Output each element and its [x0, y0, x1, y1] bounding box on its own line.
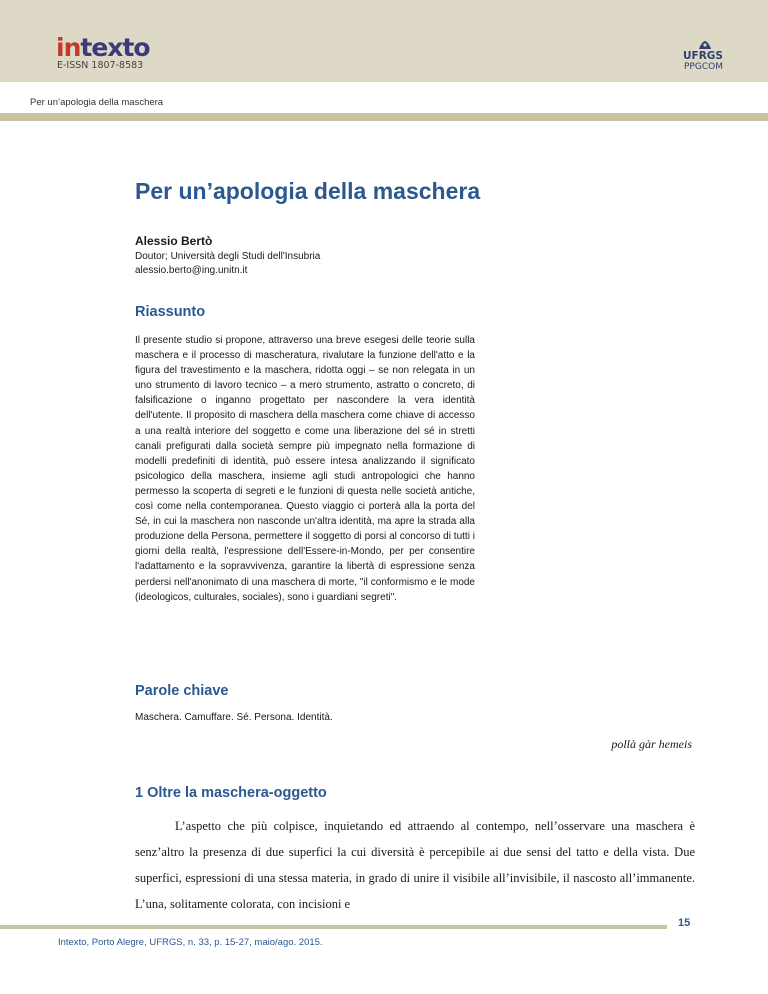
epigraph: pollà gàr hemeis: [611, 737, 692, 751]
author-affiliation: Doutor; Università degli Studi dell'Insubria: [135, 251, 321, 262]
keywords-text: Maschera. Camuffare. Sé. Persona. Identità.: [135, 712, 333, 723]
footer-divider: [0, 925, 667, 929]
author-email: alessio.berto@ing.unitn.it: [135, 265, 248, 276]
article-title: Per un’apologia della maschera: [135, 178, 481, 204]
intexto-logo: intexto: [56, 33, 150, 62]
running-head: Per un’apologia della maschera: [30, 97, 164, 108]
author-name: Alessio Bertò: [135, 234, 213, 248]
issn-label: E-ISSN 1807-8583: [57, 60, 144, 71]
footer-citation: Intexto, Porto Alegre, UFRGS, n. 33, p. 15-27, maio/ago. 2015.: [58, 937, 323, 948]
keywords-heading: Parole chiave: [135, 683, 229, 699]
section-1-body: L’aspetto che più colpisce, inquietando ed attraendo al contempo, nell’osservare una maschera è senz’altro la presenza di due superfici la cui diversità è percepibile ai due sensi del tatto e della vista. Due superfici, espressioni di una stessa materia, in grado di unire il visibile all’invisibile, il nascosto all’immanente. L’una, solitamente colorata, con incisioni e: [135, 819, 695, 911]
program-logo-text: PPGCOM: [684, 62, 723, 72]
abstract-heading: Riassunto: [135, 304, 206, 320]
ufrgs-emblem-icon: [698, 40, 712, 50]
author-affiliation-block: [135, 250, 320, 278]
page-number: 15: [678, 917, 691, 929]
header-divider: [0, 113, 768, 121]
abstract-text: Il presente studio si propone, attraverso una breve esegesi delle teorie sulla maschera e il processo di mascheratura, rivalutare la funzione dell'atto e la figura del travestimento e la maschera, ridotta oggi – se non relegata in un uno strumento di lavoro tecnico – a mero strumento, astratto o concreto, di falsificazione o inganno progettato per nascondere la vera identità dell'utente. Il proposito di maschera della maschera come chiave di accesso a una realtà interiore del soggetto e come una liberazione del sé in stretti canali prefigurati dalla società sempre più impegnato nella formazione di modelli predefiniti di identità, può essere intesa analizzando il significato psicologico della maschera, insieme agli studi antropologici che hanno permesso la scoperta di segreti e le funzioni di questa nelle società antiche, così come nella contemporanea. Questo viaggio ci porterà alla la porta del Sé, in cui la maschera non nasconde un'altra identità, ma apre la strada alla produzione della Persona, permettere il soggetto di porsi al concorso di tutti i giorni della realtà, l'espressione dell'Essere-in-Mondo, per per consentire l'adattamento e la sopravvivenza, garantire la libertà di espressione senza perdersi nell'anonimato di una maschera di morte, "il conformismo e le mode (ideologicos, culturales, sociales), sono i guardiani segreti".: [135, 335, 475, 603]
section-1-heading: 1 Oltre la maschera-oggetto: [135, 785, 327, 801]
university-logo-text: UFRGS: [683, 50, 723, 62]
